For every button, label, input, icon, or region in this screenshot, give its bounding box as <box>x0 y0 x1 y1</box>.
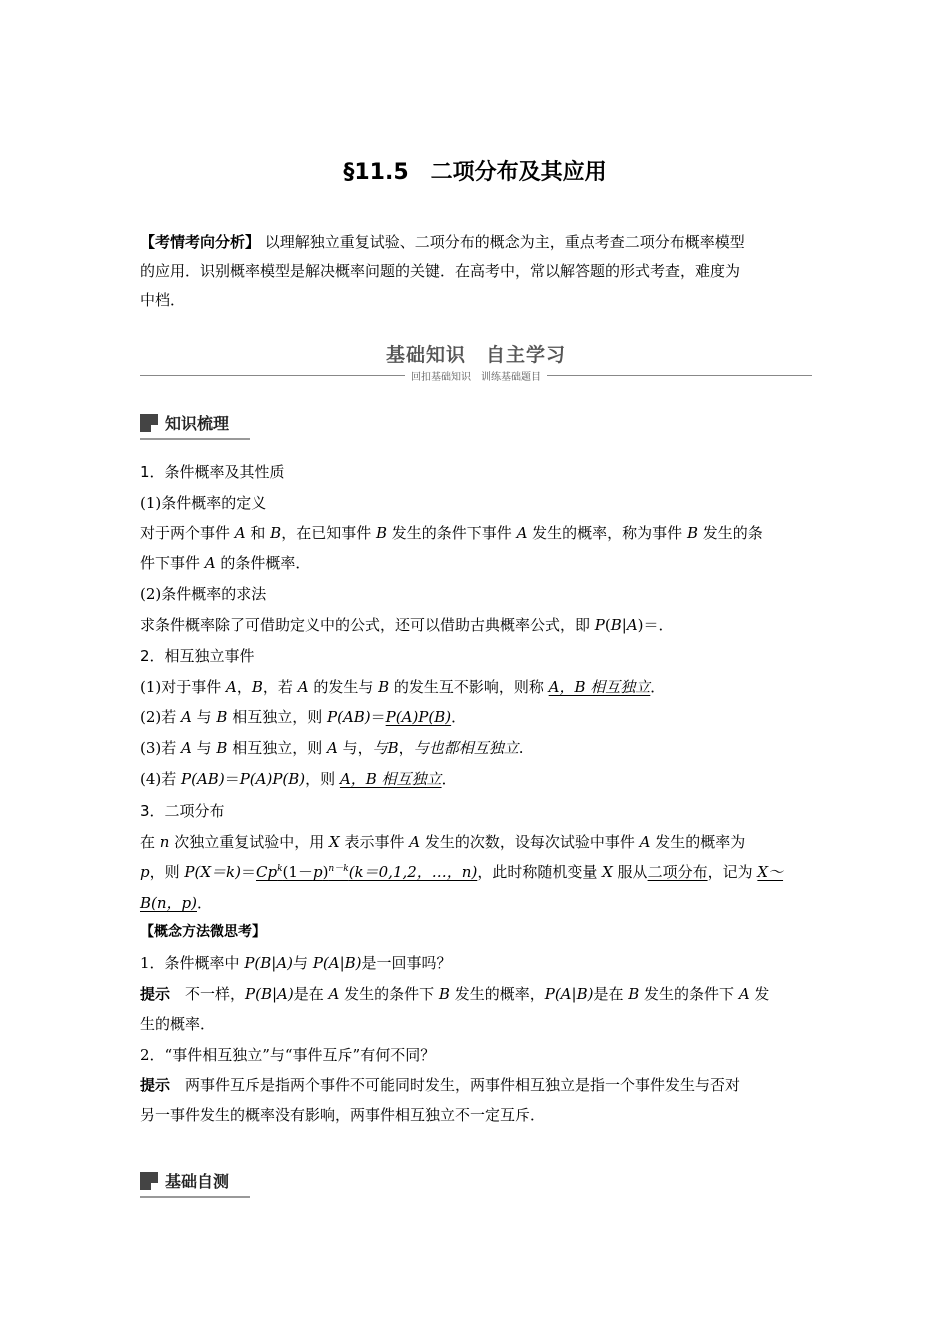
intro-paragraph <box>140 231 812 311</box>
s1-p2: 对于两个事件 A 和 B，在已知事件 B 发生的条件下事件 A 发生的概率，称为事件 B 发生的条 <box>140 524 763 542</box>
section-heading-text: 知识梳理 <box>165 414 230 433</box>
s1-p3: 件下事件 A 的条件概率． <box>140 554 311 572</box>
think-q1: 1．条件概率中 P(B|A)与 P(A|B)是一回事吗？ <box>140 954 452 972</box>
section-heading-knowledge <box>140 410 250 440</box>
s1-heading: 1．条件概率及其性质 <box>140 463 285 481</box>
s1-p1: (1)条件概率的定义 <box>140 494 267 512</box>
think-a2: 提示 两事件互斥是指两个事件不可能同时发生，两事件相互独立是指一个事件发生与否对 <box>140 1076 741 1094</box>
s2-l4: (4)若 P(AB)＝P(A)P(B)，则 A，B 相互独立． <box>140 770 457 788</box>
think-a1-cont: 生的概率． <box>140 1015 216 1033</box>
s2-l3: (3)若 A 与 B 相互独立，则 A 与，与B，与也都相互独立. <box>140 739 524 757</box>
section-square-icon <box>140 1172 158 1190</box>
s2-l2: (2)若 A 与 B 相互独立，则 P(AB)＝P(A)P(B)． <box>140 708 467 726</box>
s3-l3: B(n，p)． <box>140 894 213 912</box>
section-square-icon <box>140 414 158 432</box>
banner-title: 基础知识 自主学习 <box>385 344 566 366</box>
banner-subtitle: 回扣基础知识 训练基础题目 <box>140 368 812 383</box>
heading-underline <box>140 1196 250 1198</box>
s3-heading: 3．二项分布 <box>140 802 225 820</box>
think-a1: 提示 不一样，P(B|A)是在 A 发生的条件下 B 发生的概率，P(A|B)是在 B 发生的条件下 A 发 <box>140 985 770 1003</box>
intro-label: 【考情考向分析】 <box>140 233 261 251</box>
s1-p4: (2)条件概率的求法 <box>140 585 267 603</box>
section-heading-selftest <box>140 1168 250 1198</box>
intro-line-3: 中档． <box>140 291 186 309</box>
s2-heading: 2．相互独立事件 <box>140 647 255 665</box>
s3-l1: 在 n 次独立重复试验中，用 X 表示事件 A 发生的次数，设每次试验中事件 A 发生的概率为 <box>140 833 746 851</box>
think-q2: 2．“事件相互独立”与“事件互斥”有何不同？ <box>140 1046 436 1064</box>
s1-p5: 求条件概率除了可借助定义中的公式，还可以借助古典概率公式，即 P(B|A)＝． <box>140 616 674 634</box>
section-banner <box>140 338 812 382</box>
think-a2-cont: 另一事件发生的概率没有影响，两事件相互独立不一定互斥． <box>140 1106 546 1124</box>
intro-line-2: 的应用．识别概率模型是解决概率问题的关键．在高考中，常以解答题的形式考查，难度为 <box>140 262 741 280</box>
think-label: 【概念方法微思考】 <box>140 924 266 940</box>
intro-line-1: 以理解独立重复试验、二项分布的概念为主，重点考查二项分布概率模型 <box>264 233 745 251</box>
page-title: §11.5 二项分布及其应用 <box>343 160 607 185</box>
section-heading-text: 基础自测 <box>165 1172 230 1191</box>
heading-underline <box>140 438 250 440</box>
s3-l2: p，则 $P(X=k)=Cp^k(1-p)^{n-k}(k=0,1,2$，…，n)，此时称随机变量 X 服从二项分布，记为 X～ <box>140 863 784 881</box>
s2-l1: (1)对于事件 A，B，若 A 的发生与 B 的发生互不影响，则称 A，B 相互独立． <box>140 678 666 696</box>
